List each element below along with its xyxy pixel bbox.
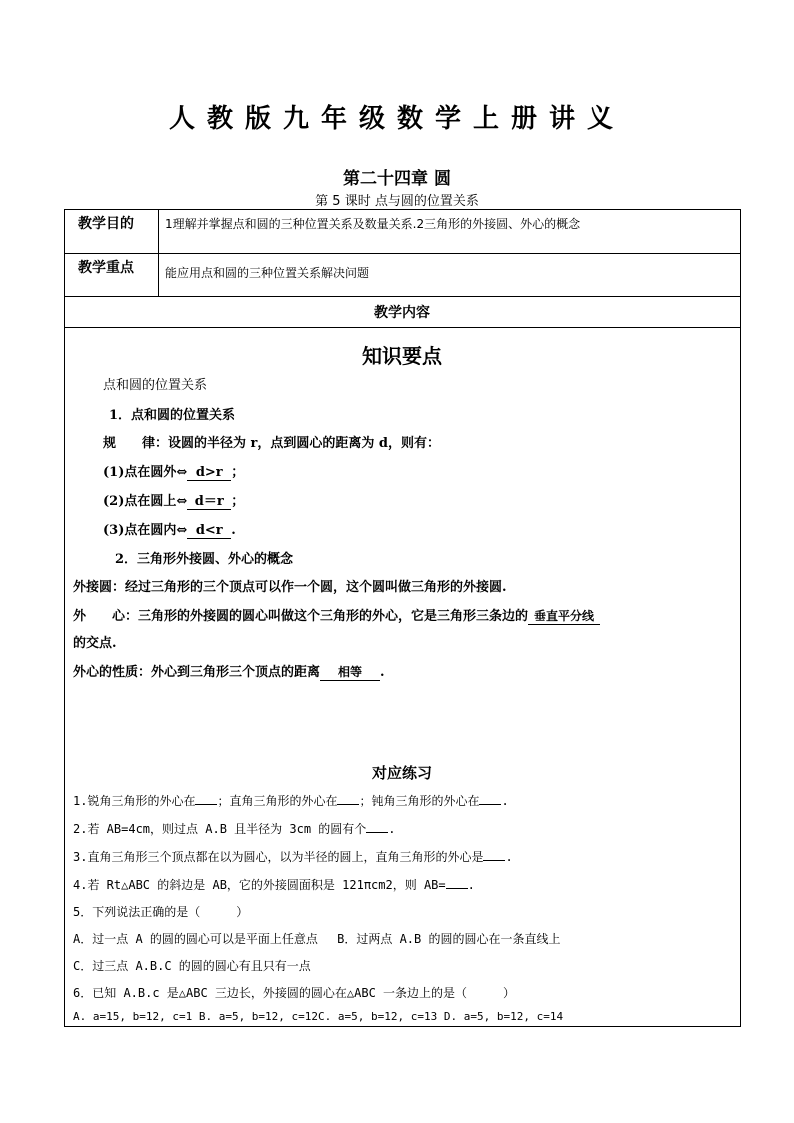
item-1-prefix: (1)点在圆外⇔ <box>103 465 188 480</box>
item-2-prefix: (2)点在圆上⇔ <box>103 494 188 509</box>
circumcircle-text: 经过三角形的三个顶点可以作一个圆，这个圆叫做三角形的外接圆. <box>125 580 507 595</box>
lesson-title: 第 5 课时 点与圆的位置关系 <box>315 194 479 209</box>
q1-part-c: ；钝角三角形的外心在 <box>359 794 480 808</box>
q3-part-a: 3.直角三角形三个顶点都在以为圆心，以为半径的圆上，直角三角形的外心是 <box>73 850 484 864</box>
content-label: 教学内容 <box>374 305 430 321</box>
relation-item-1 <box>103 461 244 481</box>
exercise-2 <box>73 820 396 837</box>
circumcenter-answer: 垂直平分线 <box>528 607 600 625</box>
circumcenter-continuation: 的交点. <box>73 636 117 651</box>
rule-line <box>103 432 440 451</box>
relation-item-2 <box>103 490 244 510</box>
exercise-4 <box>73 876 475 893</box>
q3-part-b: . <box>505 850 513 864</box>
relation-item-3 <box>103 519 236 539</box>
exercise-5: 5．下列说法正确的是（ ） <box>73 905 249 919</box>
item-2-answer: d＝r <box>187 490 231 510</box>
exercise-5-option-c: C．过三点 A.B.C 的圆的圆心有且只有一点 <box>73 959 311 973</box>
focus-text: 能应用点和圆的三种位置关系解决问题 <box>165 266 370 280</box>
answer-blank <box>337 794 359 805</box>
exercise-heading: 对应练习 <box>371 764 432 782</box>
exercise-6-options: A. a=15, b=12, c=1 B. a=5, b=12, c=12C. a=5, b=12, c=13 D. a=5, b=12, c=14 <box>73 1010 564 1023</box>
page-title: 人教版九年级数学上册讲义 <box>168 104 625 134</box>
answer-blank <box>446 878 468 889</box>
focus-label: 教学重点 <box>78 260 134 276</box>
q2-part-a: 2.若 AB=4cm，则过点 A.B 且半径为 3cm 的圆有个 <box>73 822 367 836</box>
item-1-suffix: ； <box>231 465 245 480</box>
item-1-answer: d>r <box>187 465 231 481</box>
circumcircle-definition <box>73 576 507 595</box>
exercise-5-options-ab: A．过一点 A 的圆的圆心可以是平面上任意点 B．过两点 A.B 的圆的圆心在一条直线上 <box>73 932 561 946</box>
circumcenter-label: 外 心： <box>73 609 139 624</box>
answer-blank <box>195 794 217 805</box>
item-2-suffix: ； <box>231 494 245 509</box>
item-3-answer: d<r <box>187 523 231 539</box>
section-1-title: 1．点和圆的位置关系 <box>109 408 236 423</box>
q4-part-a: 4.若 Rt△ABC 的斜边是 AB，它的外接圆面积是 121πcm2，则 AB= <box>73 878 446 892</box>
rule-label: 规 律： <box>103 436 169 451</box>
property-answer: 相等 <box>320 663 380 681</box>
circumcenter-definition <box>73 605 600 625</box>
answer-blank <box>479 794 501 805</box>
knowledge-heading: 知识要点 <box>362 344 442 368</box>
q1-part-d: . <box>501 794 509 808</box>
exercise-6: 6．已知 A.B.c 是△ABC 三边长，外接圆的圆心在△ABC 一条边上的是（ ） <box>73 986 516 1000</box>
circumcircle-label: 外接圆： <box>73 580 126 595</box>
answer-blank <box>483 850 505 861</box>
q4-part-b: . <box>467 878 475 892</box>
property-prefix: 外心的性质：外心到三角形三个顶点的距离 <box>73 665 321 680</box>
answer-blank <box>366 822 388 833</box>
q1-part-b: ；直角三角形的外心在 <box>217 794 338 808</box>
rule-text: 设圆的半径为 r，点到圆心的距离为 d，则有： <box>168 436 441 451</box>
chapter-title: 第二十四章 圆 <box>343 169 451 189</box>
section-2-title: 2．三角形外接圆、外心的概念 <box>115 552 294 567</box>
item-3-suffix: . <box>231 523 236 538</box>
property-suffix: . <box>380 665 385 680</box>
q2-part-b: . <box>388 822 396 836</box>
circumcenter-text: 三角形的外接圆的圆心叫做这个三角形的外心，它是三角形三条边的 <box>138 609 529 624</box>
circumcenter-property <box>73 661 385 681</box>
exercise-1 <box>73 792 509 809</box>
item-3-prefix: (3)点在圆内⇔ <box>103 523 188 538</box>
exercise-3 <box>73 848 513 865</box>
goal-text: 1理解并掌握点和圆的三种位置关系及数量关系.2三角形的外接圆、外心的概念 <box>165 217 581 231</box>
q1-part-a: 1.锐角三角形的外心在 <box>73 794 196 808</box>
knowledge-subtitle: 点和圆的位置关系 <box>103 378 208 393</box>
goal-label: 教学目的 <box>78 216 134 232</box>
